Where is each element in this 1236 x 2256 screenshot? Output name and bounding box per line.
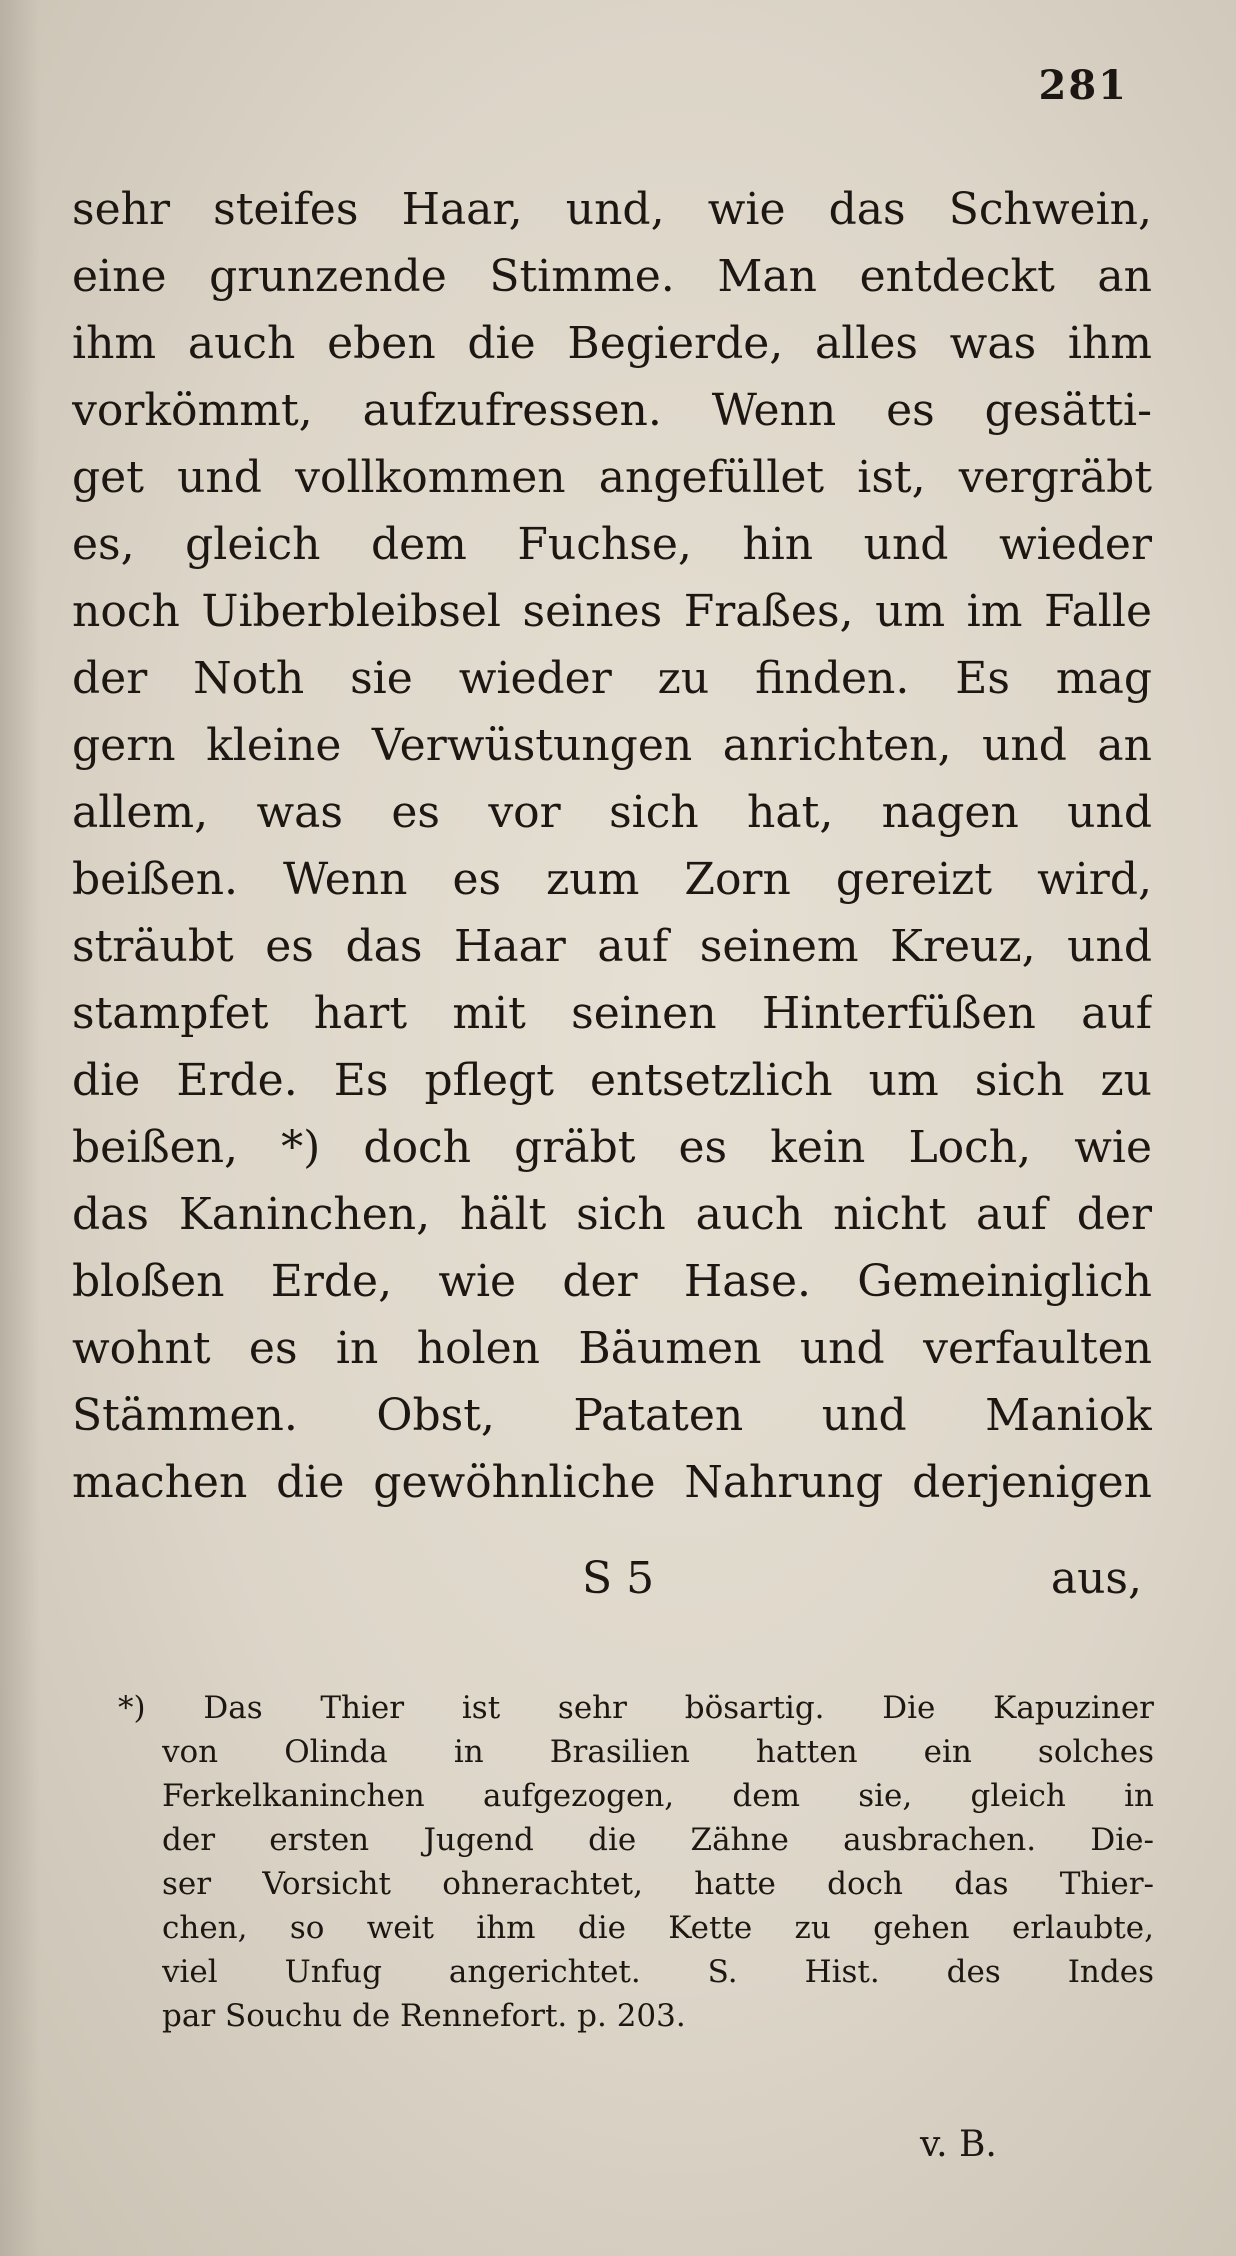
text-line: vorkömmt, aufzufressen. Wenn es gesätti- <box>72 385 1152 436</box>
text-line: allem, was es vor sich hat, nagen und <box>72 787 1152 838</box>
text-line: stampfet hart mit seinen Hinterfüßen auf <box>72 988 1152 1039</box>
body-text <box>72 176 1152 1516</box>
text-line: sträubt es das Haar auf seinem Kreuz, und <box>72 921 1152 972</box>
footnote-line: *) Das Thier ist sehr bösartig. Die Kapuziner <box>118 1690 1154 1726</box>
text-line: gern kleine Verwüstungen anrichten, und an <box>72 720 1152 771</box>
text-line: Stämmen. Obst, Pataten und Maniok <box>72 1390 1152 1441</box>
footnote-signature: v. B. <box>920 2124 997 2165</box>
text-line: wohnt es in holen Bäumen und verfaulten <box>72 1323 1152 1374</box>
text-line: sehr steifes Haar, und, wie das Schwein, <box>72 184 1152 235</box>
text-line: noch Uiberbleibsel seines Fraßes, um im Falle <box>72 586 1152 637</box>
text-line: beißen. Wenn es zum Zorn gereizt wird, <box>72 854 1152 905</box>
text-line: bloßen Erde, wie der Hase. Gemeiniglich <box>72 1256 1152 1307</box>
footnote-line: Ferkelkaninchen aufgezogen, dem sie, gleich in <box>162 1778 1154 1814</box>
footnote-line: von Olinda in Brasilien hatten ein solches <box>162 1734 1154 1770</box>
page-number: 281 <box>1038 62 1128 109</box>
footnote-line: der ersten Jugend die Zähne ausbrachen. Die- <box>162 1822 1154 1858</box>
catchword: aus, <box>1050 1553 1142 1604</box>
signature-mark: S 5 <box>582 1553 655 1604</box>
text-line: das Kaninchen, hält sich auch nicht auf der <box>72 1189 1152 1240</box>
footnote-line: viel Unfug angerichtet. S. Hist. des Indes <box>162 1954 1154 1990</box>
text-line: es, gleich dem Fuchse, hin und wieder <box>72 519 1152 570</box>
text-line: ihm auch eben die Begierde, alles was ihm <box>72 318 1152 369</box>
footnote-line: ser Vorsicht ohnerachtet, hatte doch das Thier- <box>162 1866 1154 1902</box>
text-line: die Erde. Es pflegt entsetzlich um sich zu <box>72 1055 1152 1106</box>
footnote-line: par Souchu de Rennefort. p. 203. <box>162 1998 686 2034</box>
text-line: eine grunzende Stimme. Man entdeckt an <box>72 251 1152 302</box>
page-gutter-shadow <box>0 0 40 2256</box>
text-line: machen die gewöhnliche Nahrung derjenigen <box>72 1457 1152 1508</box>
signature-line <box>72 1544 1152 1614</box>
text-line: beißen, *) doch gräbt es kein Loch, wie <box>72 1122 1152 1173</box>
text-line: get und vollkommen angefüllet ist, vergräbt <box>72 452 1152 503</box>
footnote <box>118 1686 1154 2038</box>
text-line: der Noth sie wieder zu finden. Es mag <box>72 653 1152 704</box>
footnote-line: chen, so weit ihm die Kette zu gehen erlaubte, <box>162 1910 1154 1946</box>
